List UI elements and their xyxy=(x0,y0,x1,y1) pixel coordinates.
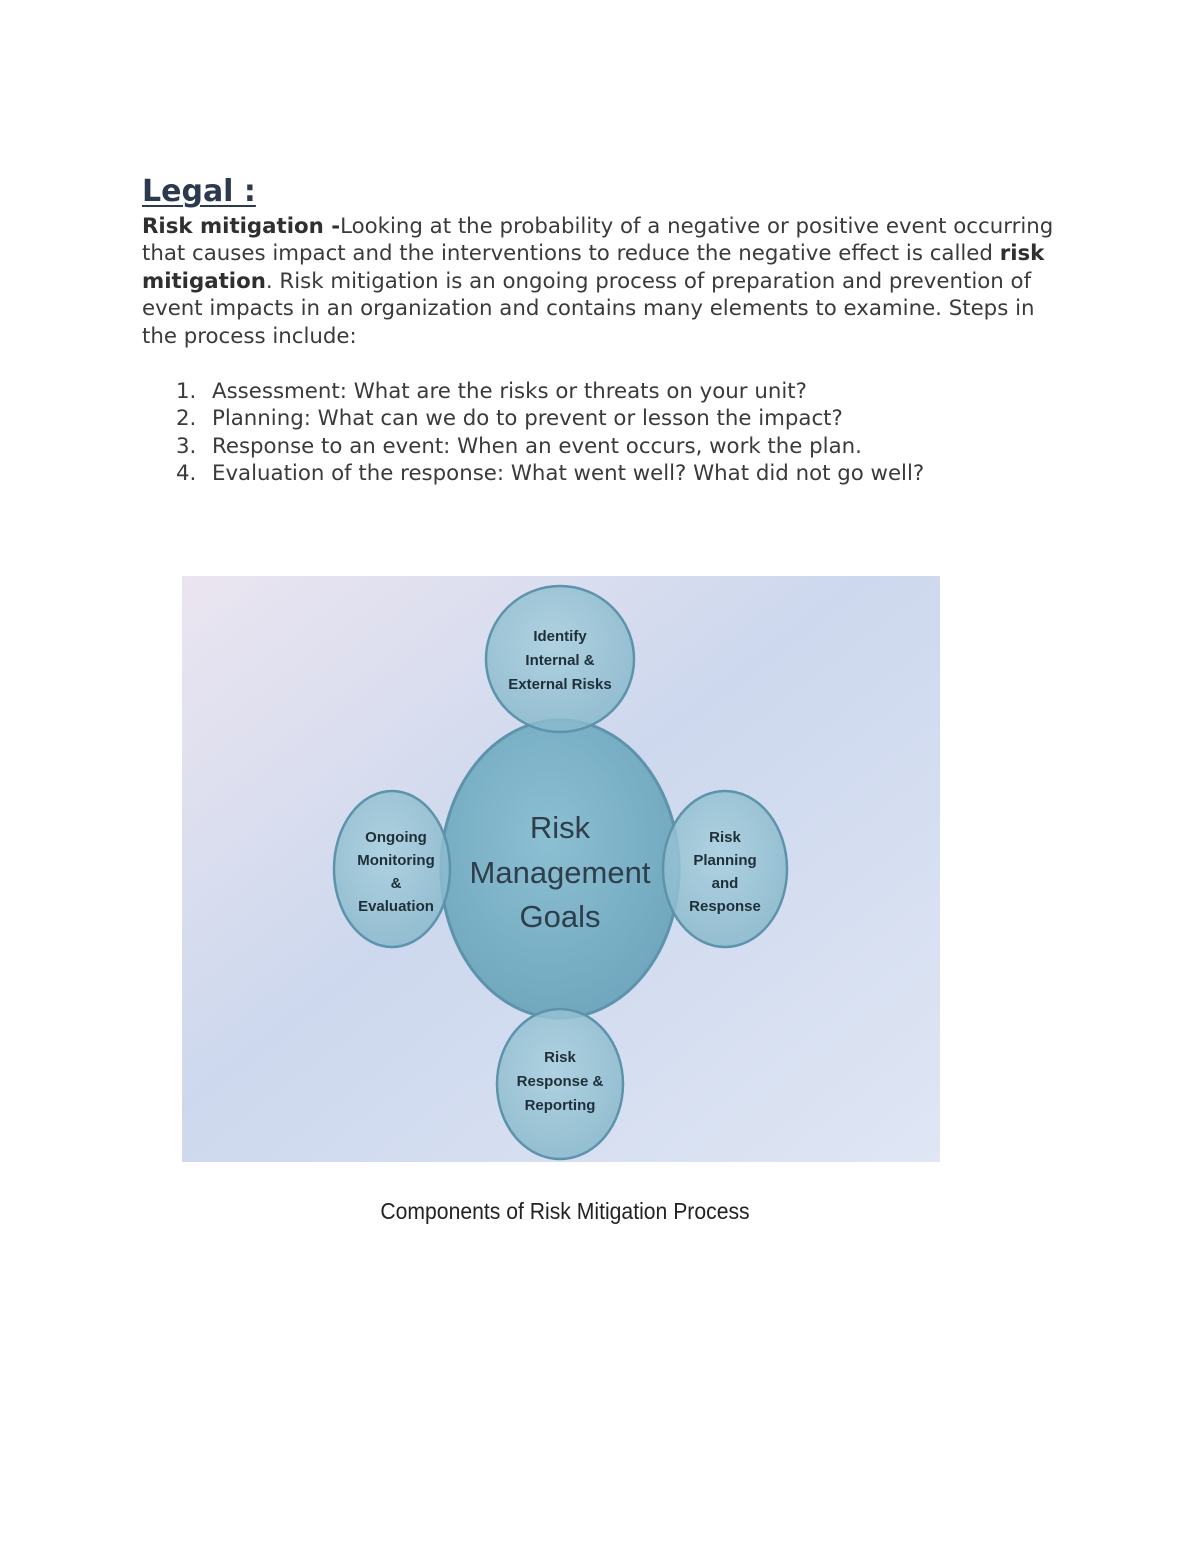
top-text-line-1: Identify xyxy=(533,628,587,645)
risk-mitigation-diagram xyxy=(182,576,940,1162)
process-steps-list xyxy=(142,378,924,488)
step-text: Assessment: What are the risks or threats on your unit? xyxy=(212,379,807,404)
step-text: Evaluation of the response: What went well? What did not go well? xyxy=(212,461,925,487)
step-number: 1. xyxy=(176,379,197,404)
section-heading: Legal : xyxy=(142,174,256,209)
left-text-line-3: & xyxy=(390,875,402,892)
bottom-text-line-3: Reporting xyxy=(524,1097,596,1114)
top-text-line-2: Internal & xyxy=(525,652,595,669)
risk-mitigation-paragraph xyxy=(142,213,1072,350)
left-circle xyxy=(334,791,450,947)
right-text-line-1: Risk xyxy=(709,829,741,846)
step-text: Planning: What can we do to prevent or lesson the impact? xyxy=(212,406,843,432)
bottom-text-line-2: Response & xyxy=(516,1073,604,1090)
diagram-caption: Components of Risk Mitigation Process xyxy=(380,1198,750,1224)
right-text-line-3: and xyxy=(711,875,739,892)
center-text-line-1: Risk xyxy=(529,810,591,845)
step-item xyxy=(142,405,924,432)
right-text-line-4: Response xyxy=(689,898,761,915)
paragraph-text-1: Looking at the probability of a negative or positive event occurring that causes impact and the interventions to reduce the negative effect is called xyxy=(142,214,1054,267)
right-text-line-2: Planning xyxy=(693,852,757,869)
left-text-line-4: Evaluation xyxy=(358,898,434,915)
step-item xyxy=(142,433,924,460)
step-item xyxy=(142,378,924,405)
paragraph-term: Risk mitigation - xyxy=(142,214,341,239)
right-circle xyxy=(663,791,787,947)
step-item xyxy=(142,460,924,487)
left-text-line-2: Monitoring xyxy=(357,852,435,869)
step-number: 4. xyxy=(176,461,197,487)
center-text-line-3: Goals xyxy=(519,899,601,934)
step-number: 2. xyxy=(176,406,197,432)
paragraph-bold-term: risk mitigation xyxy=(142,241,1045,294)
bottom-text-line-1: Risk xyxy=(544,1049,576,1066)
step-number: 3. xyxy=(176,433,197,459)
left-text-line-1: Ongoing xyxy=(365,829,427,846)
center-text-line-2: Management xyxy=(469,855,651,890)
paragraph-text-2: . Risk mitigation is an ongoing process of preparation and prevention of event impacts in an organization and contains many elements to examine. Steps in the process include: xyxy=(142,268,1035,349)
top-text-line-3: External Risks xyxy=(508,676,612,693)
step-text: Response to an event: When an event occurs, work the plan. xyxy=(212,433,862,459)
